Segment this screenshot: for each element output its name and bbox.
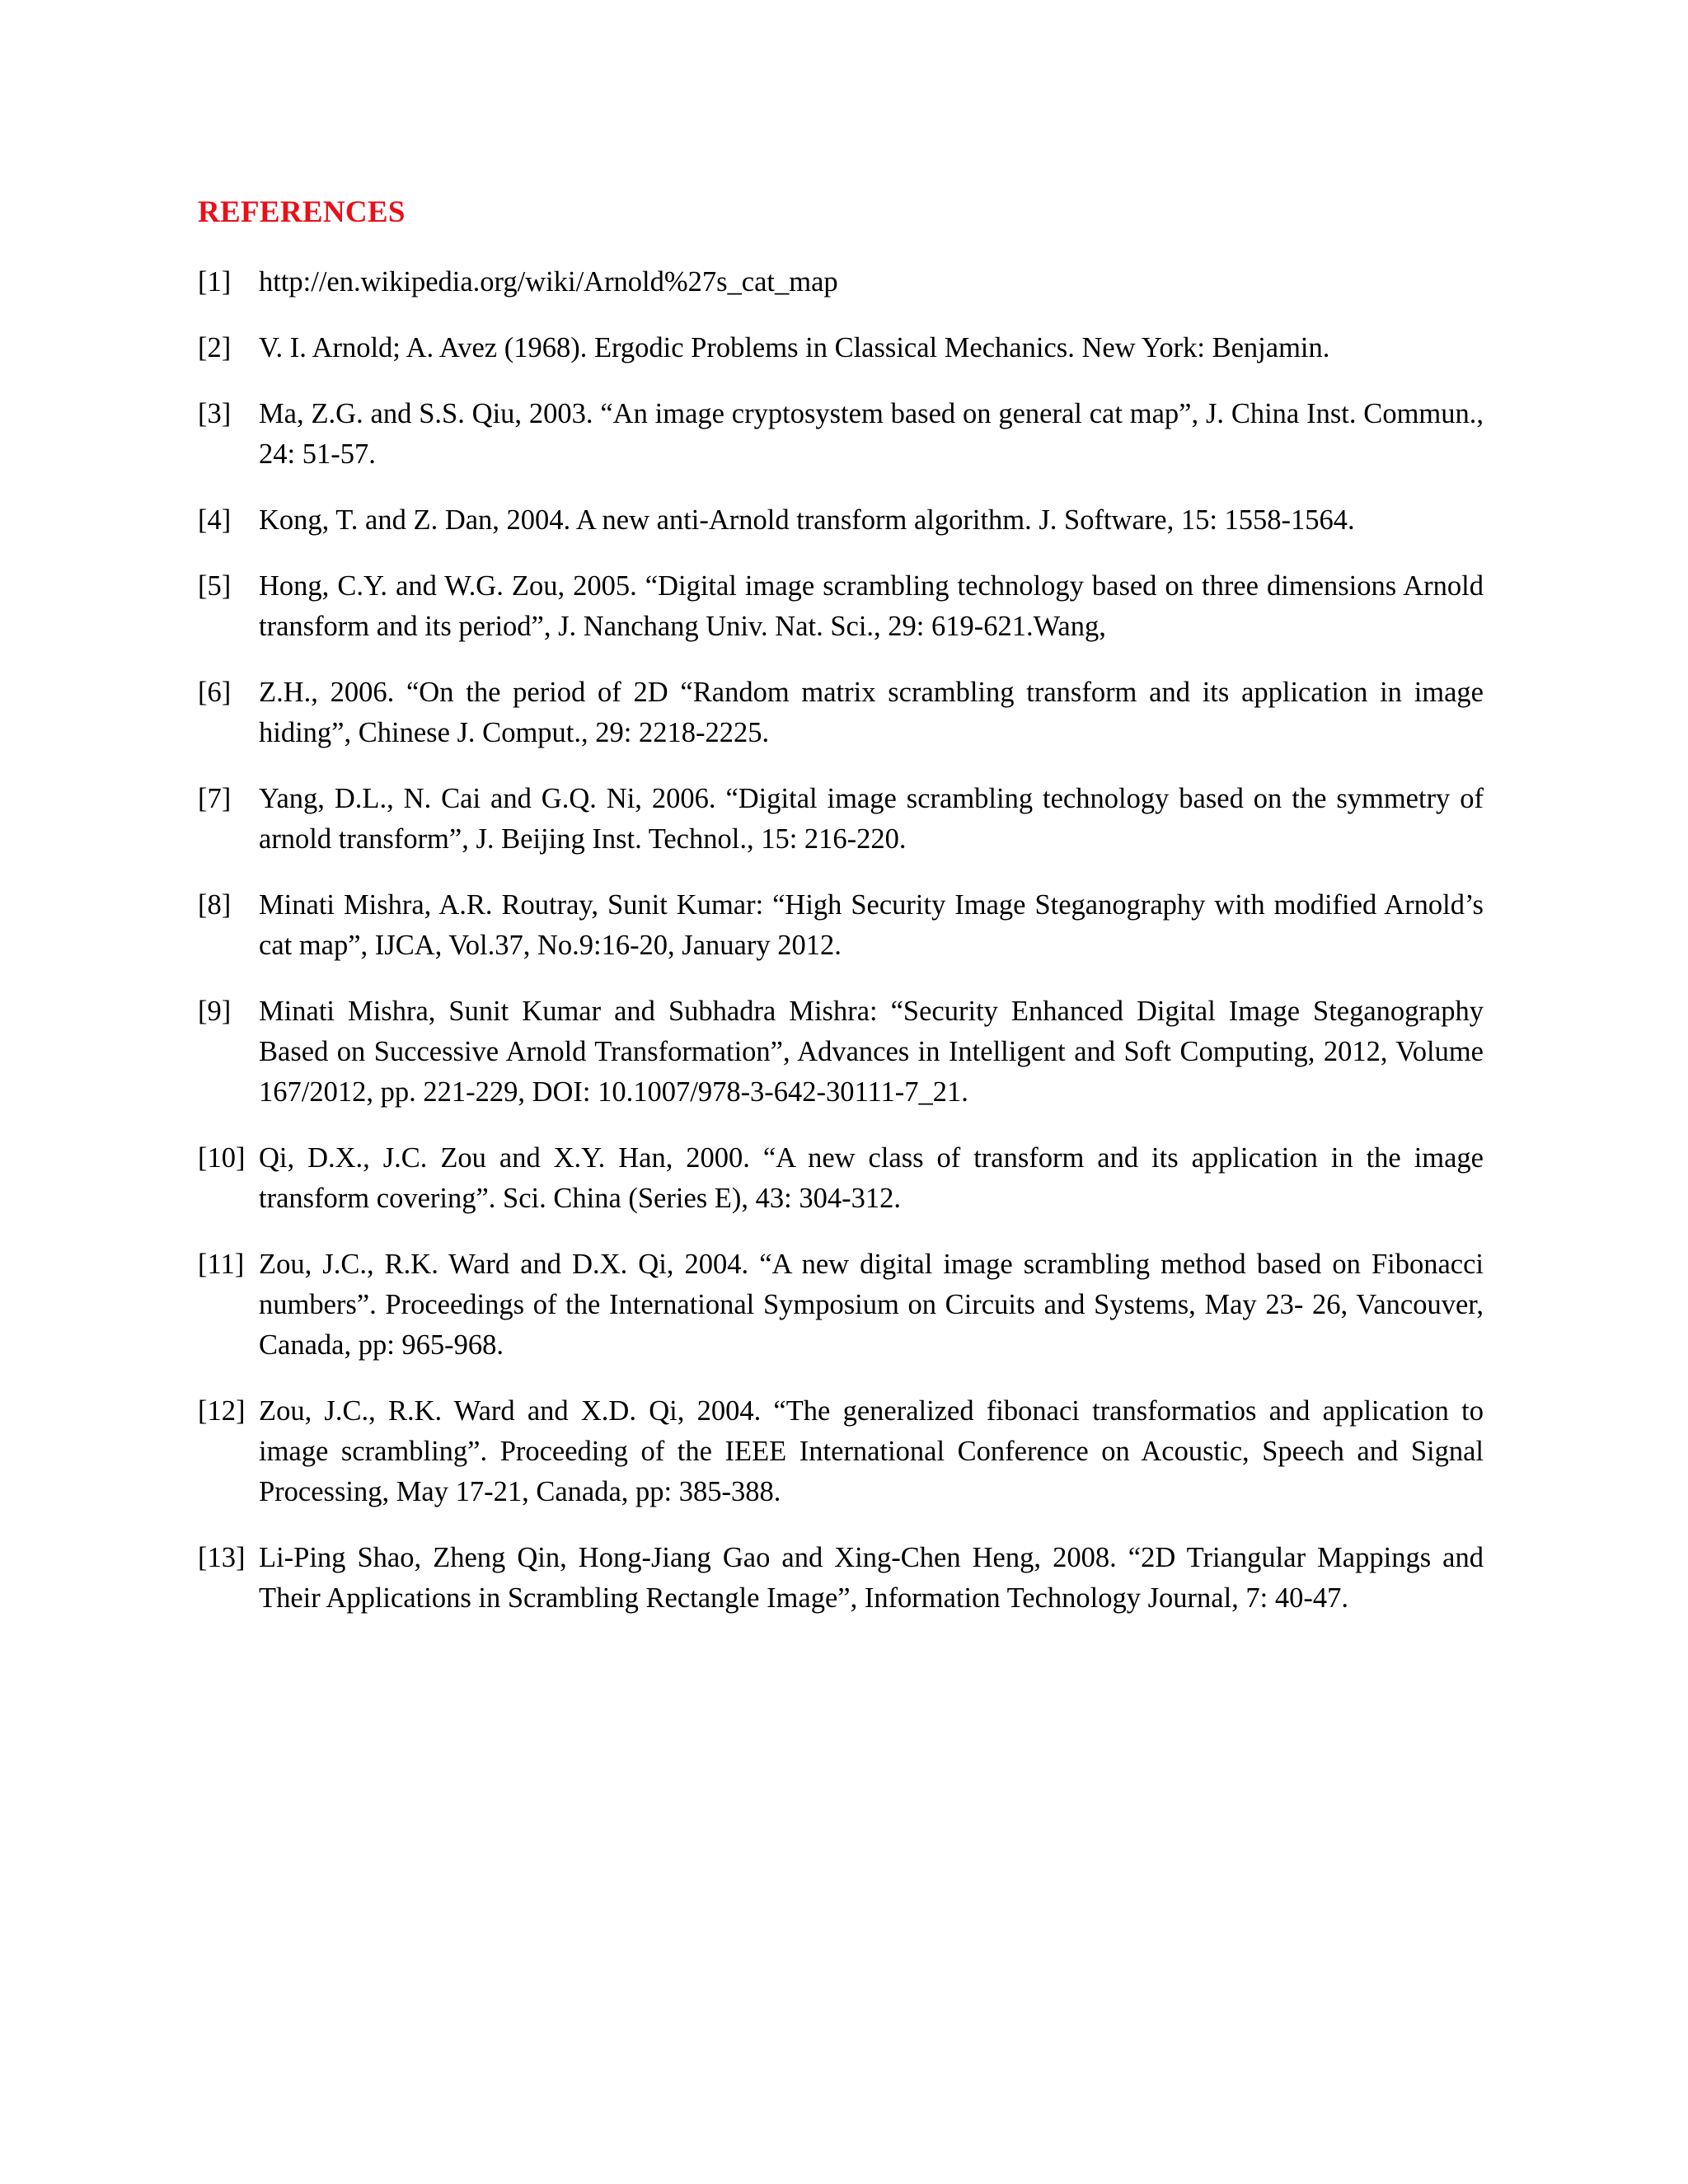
reference-text: Ma, Z.G. and S.S. Qiu, 2003. “An image cryptosystem based on general cat map”, J. China Inst. Commun., 24: 51-57. (259, 398, 1484, 470)
reference-text: http://en.wikipedia.org/wiki/Arnold%27s_cat_map (259, 266, 838, 298)
reference-list (198, 262, 1484, 1644)
reference-text: V. I. Arnold; A. Avez (1968). Ergodic Problems in Classical Mechanics. New York: Benjamin. (259, 332, 1330, 363)
references-heading: REFERENCES (198, 195, 406, 229)
reference-number: [1] (198, 266, 232, 298)
reference-item (198, 394, 1484, 475)
reference-text: Qi, D.X., J.C. Zou and X.Y. Han, 2000. “A new class of transform and its application in the image transform covering”. Sci. China (Series E), 43: 304-312. (259, 1142, 1484, 1214)
reference-item (198, 1244, 1484, 1366)
reference-number: [7] (198, 783, 232, 814)
reference-item (198, 1538, 1484, 1619)
reference-text: Z.H., 2006. “On the period of 2D “Random matrix scrambling transform and its application in image hiding”, Chinese J. Comput., 29: 2218-2225. (259, 677, 1484, 748)
reference-item (198, 673, 1484, 753)
reference-text: Kong, T. and Z. Dan, 2004. A new anti-Arnold transform algorithm. J. Software, 15: 1558-1564. (259, 504, 1355, 536)
reference-number: [3] (198, 398, 232, 429)
reference-number: [6] (198, 677, 232, 708)
reference-item (198, 566, 1484, 647)
reference-text: Minati Mishra, Sunit Kumar and Subhadra Mishra: “Security Enhanced Digital Image Steganography Based on Successive Arnold Transformation”, Advances in Intelligent and Soft Computing, 2012, Volume 167/2012, pp. 221-229, DOI: 10.1007/978-3-642-30111-7_21. (259, 996, 1484, 1108)
reference-item (198, 779, 1484, 860)
reference-item (198, 1391, 1484, 1512)
reference-number: [9] (198, 996, 232, 1027)
reference-number: [4] (198, 504, 232, 536)
reference-item (198, 991, 1484, 1113)
reference-text: Minati Mishra, A.R. Routray, Sunit Kumar: “High Security Image Steganography with modified Arnold’s cat map”, IJCA, Vol.37, No.9:16-20, January 2012. (259, 889, 1484, 961)
reference-text: Li-Ping Shao, Zheng Qin, Hong-Jiang Gao and Xing-Chen Heng, 2008. “2D Triangular Mappings and Their Applications in Scrambling Rectangle Image”, Information Technology Journal, 7: 40-47. (259, 1542, 1484, 1614)
reference-text: Zou, J.C., R.K. Ward and X.D. Qi, 2004. “The generalized fibonaci transformatios and application to image scrambling”. Proceeding of the IEEE International Conference on Acoustic, Speech and Signal Processing, May 17-21, Canada, pp: 385-388. (259, 1395, 1484, 1507)
reference-item (198, 262, 1484, 302)
reference-number: [11] (198, 1249, 245, 1280)
reference-number: [8] (198, 889, 232, 921)
reference-number: [5] (198, 570, 232, 602)
reference-number: [12] (198, 1395, 246, 1427)
reference-number: [2] (198, 332, 232, 363)
reference-item (198, 885, 1484, 966)
reference-text: Hong, C.Y. and W.G. Zou, 2005. “Digital image scrambling technology based on three dimensions Arnold transform and its period”, J. Nanchang Univ. Nat. Sci., 29: 619-621.Wang, (259, 570, 1484, 642)
reference-item (198, 328, 1484, 368)
reference-text: Yang, D.L., N. Cai and G.Q. Ni, 2006. “Digital image scrambling technology based on the symmetry of arnold transform”, J. Beijing Inst. Technol., 15: 216-220. (259, 783, 1484, 855)
reference-text: Zou, J.C., R.K. Ward and D.X. Qi, 2004. “A new digital image scrambling method based on Fibonacci numbers”. Proceedings of the International Symposium on Circuits and Systems, May 23- 26, Vancouver, Canada, pp: 965-968. (259, 1249, 1484, 1361)
reference-number: [13] (198, 1542, 246, 1573)
reference-number: [10] (198, 1142, 246, 1174)
reference-item (198, 500, 1484, 541)
reference-item (198, 1138, 1484, 1219)
